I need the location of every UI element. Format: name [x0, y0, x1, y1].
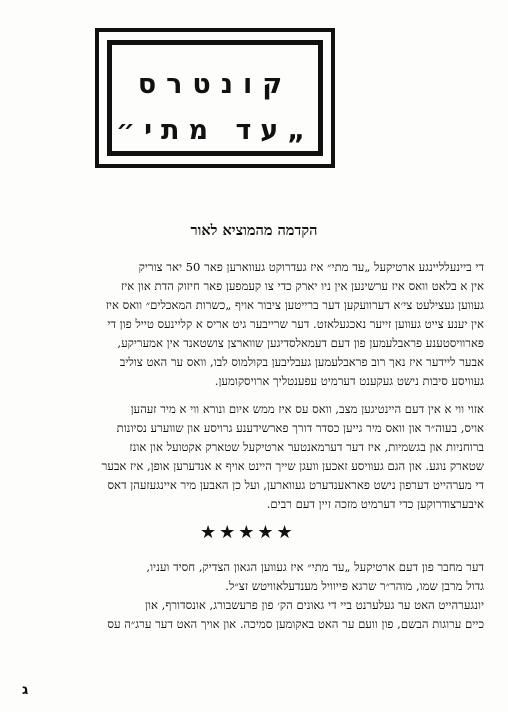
paragraph-line: שטארק נוגע. און הגם געוויסע זאכען וועגן שייך היינט אויף א אנדערען אופן, איז אבער	[101, 459, 484, 473]
title-line-2: „עד מתי״	[115, 115, 315, 146]
title-frame	[95, 28, 335, 168]
page-number: ג	[22, 682, 29, 698]
paragraph-2	[22, 400, 484, 514]
paragraph-line: גדול מרבן שמו, מוהר״ר שרגא פייוויל מענדעלאוויטש זצ״ל.	[225, 579, 484, 593]
star-divider: ★★★★★	[200, 522, 296, 543]
paragraph-line: אין יענע צייט געווען זייער נאכגעלאזט. דער שרייבער גיט אריס א קליינעס טייל פון די	[107, 317, 484, 331]
paragraph-line: איבערצודרוקען כדי דערמיט מזכה זיין דעם רבים.	[266, 497, 484, 511]
title-frame-inner	[107, 40, 323, 156]
paragraph-line: פארוויסטענע פראבלעמען פון דעם דעמאלסדיגען שווארצן צושטאנד אין אמעריקע,	[117, 336, 484, 350]
paragraph-line: די מערהייט דערפון נישט פאראענדערט געווארען, ועל כן האבען מיר איינגעזעהן דאס	[107, 478, 484, 492]
paragraph-line: דער מחבר פון דעם ארטיקעל „עד מתי״ איז געווען הגאון הצדיק, חסיד ועניו,	[146, 560, 484, 574]
paragraph-line: אויס, בעוה״ר און וואס מיר גייען כסדר דורך פארשידענע גרויסע און שווערע נסיונות	[116, 421, 484, 435]
title-line-1: קונטרס	[137, 69, 293, 100]
paragraph-3	[22, 558, 484, 634]
paragraph-line: כיים ערוגות הבשם, פון וועם ער האט באקומען סמיכה. און אויך האט דער ערג״ה עס	[107, 617, 484, 631]
paragraph-line: אבער ליידער איז נאך רוב פראבלעמען געבליבען בקולמוס לבו, וואס ער האט צוליב	[119, 355, 484, 369]
paragraph-line: יונגערהייט האט ער געלערנט ביי די גאונים הק׳ פון פרעשבורג, אונסדורף, און	[145, 598, 484, 612]
paragraph-line: געווען געצילעט צי׳א דערוועקען דער ברייטען ציבור אויף „כשרות המאכלים״ וואס איז	[105, 298, 484, 312]
paragraph-line: אין א בלאט וואס איז ערשינען אין ניו יארק כדי צו קעמפען פאר חיזוק הדת און איז	[121, 279, 484, 293]
section-heading: הקדמה מהמוציא לאור	[190, 222, 318, 239]
paragraph-line: געוויסע סיבות נישט געקענט דערמיט עפענטליך ארויסקומען.	[214, 374, 484, 388]
paragraph-line: אזוי ווי א אין דעם היינטיגען מצב, וואס עס איז ממש איום ונורא ווי א מיר זעהען	[130, 402, 484, 416]
paragraph-line: ברוחניות און בגשמיות, איז דער דערמאנטער ארטיקעל שטארק אקטועל און אונז	[129, 440, 484, 454]
paragraph-1	[22, 258, 484, 391]
paragraph-line: די ביינעלליינגע ארטיקעל „עד מתי״ איז געדרוקט געווארען פאר 50 יאר צוריק	[138, 260, 484, 274]
